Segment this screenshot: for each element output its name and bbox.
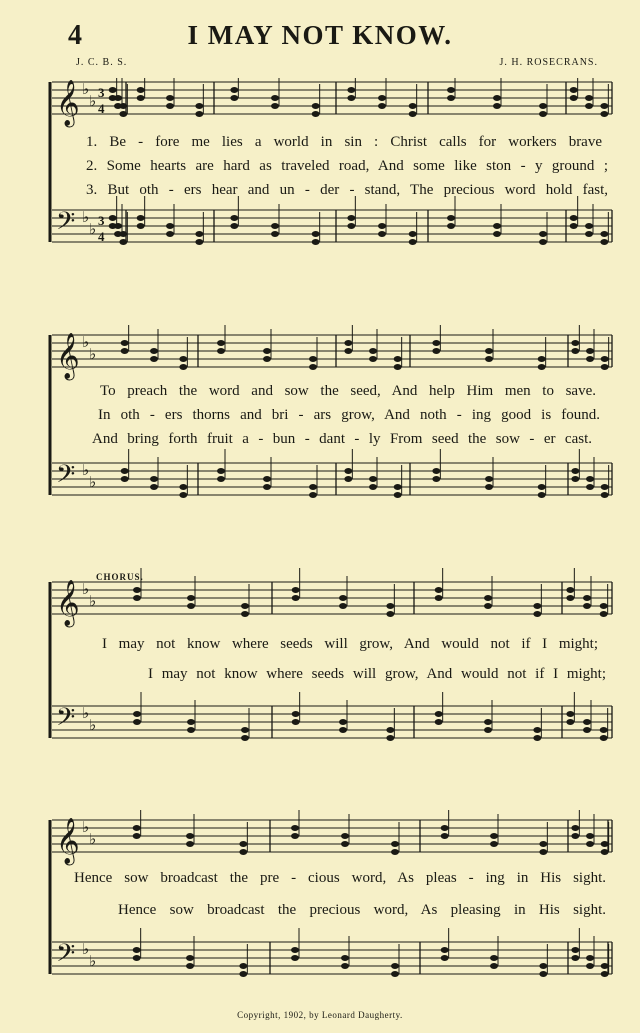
- note-head: [571, 947, 579, 953]
- flat-icon: ♭: [89, 952, 97, 970]
- flat-icon: ♭: [82, 704, 90, 722]
- note-head: [600, 735, 608, 741]
- note-head: [386, 611, 394, 617]
- note-head: [585, 231, 593, 237]
- flat-icon: ♭: [89, 592, 97, 610]
- note-head: [217, 468, 225, 474]
- note-head: [601, 971, 609, 977]
- note-head: [166, 231, 174, 237]
- note-head: [344, 468, 352, 474]
- note-head: [447, 87, 455, 93]
- note-head: [484, 719, 492, 725]
- note-head: [447, 223, 455, 229]
- note-head: [339, 727, 347, 733]
- note-head: [344, 348, 352, 354]
- note-head: [166, 95, 174, 101]
- note-head: [586, 348, 594, 354]
- note-head: [114, 95, 122, 101]
- note-head: [447, 215, 455, 221]
- note-head: [571, 825, 579, 831]
- note-head: [566, 711, 574, 717]
- note-head: [187, 595, 195, 601]
- note-head: [369, 476, 377, 482]
- note-head: [369, 356, 377, 362]
- note-head: [291, 825, 299, 831]
- note-head: [239, 841, 247, 847]
- note-head: [386, 727, 394, 733]
- note-head: [133, 833, 141, 839]
- time-signature-top: 3: [98, 85, 105, 100]
- note-head: [241, 735, 249, 741]
- note-head: [230, 215, 238, 221]
- treble-clef-icon: 𝄞: [56, 580, 80, 626]
- note-head: [186, 955, 194, 961]
- note-head: [341, 963, 349, 969]
- note-head: [571, 468, 579, 474]
- note-head: [347, 87, 355, 93]
- note-head: [533, 727, 541, 733]
- note-head: [344, 340, 352, 346]
- note-head: [566, 719, 574, 725]
- note-head: [432, 348, 440, 354]
- note-head: [600, 103, 608, 109]
- note-head: [447, 95, 455, 101]
- note-head: [187, 719, 195, 725]
- note-head: [485, 348, 493, 354]
- note-head: [485, 484, 493, 490]
- note-head: [585, 95, 593, 101]
- treble-clef-icon: 𝄞: [56, 333, 80, 379]
- note-head: [119, 111, 127, 117]
- note-head: [179, 492, 187, 498]
- note-head: [378, 95, 386, 101]
- note-head: [378, 223, 386, 229]
- note-head: [109, 215, 117, 221]
- note-head: [239, 971, 247, 977]
- note-head: [570, 215, 578, 221]
- flat-icon: ♭: [82, 818, 90, 836]
- note-head: [571, 476, 579, 482]
- note-head: [179, 364, 187, 370]
- note-head: [570, 223, 578, 229]
- note-head: [119, 103, 127, 109]
- note-head: [133, 825, 141, 831]
- treble-staff: [52, 325, 612, 381]
- note-head: [394, 356, 402, 362]
- note-head: [386, 603, 394, 609]
- lyric-line: Hence sow broadcast the pre - cious word, As pleas - ing in His sight.: [74, 870, 606, 886]
- note-head: [441, 825, 449, 831]
- note-head: [241, 611, 249, 617]
- lyricist-credit: J. C. B. S.: [76, 57, 128, 68]
- note-head: [341, 955, 349, 961]
- note-head: [271, 95, 279, 101]
- note-head: [341, 841, 349, 847]
- note-head: [539, 971, 547, 977]
- note-head: [150, 356, 158, 362]
- flat-icon: ♭: [82, 461, 90, 479]
- note-head: [150, 484, 158, 490]
- note-head: [166, 223, 174, 229]
- note-head: [539, 239, 547, 245]
- note-head: [601, 484, 609, 490]
- note-head: [291, 947, 299, 953]
- note-head: [137, 215, 145, 221]
- note-head: [435, 719, 443, 725]
- note-head: [571, 955, 579, 961]
- note-head: [292, 587, 300, 593]
- music-system-chorus: [0, 568, 640, 758]
- note-head: [187, 603, 195, 609]
- note-head: [585, 223, 593, 229]
- note-head: [263, 476, 271, 482]
- note-head: [391, 963, 399, 969]
- note-head: [179, 356, 187, 362]
- note-head: [493, 223, 501, 229]
- note-head: [441, 947, 449, 953]
- note-head: [309, 484, 317, 490]
- note-head: [186, 963, 194, 969]
- flat-icon: ♭: [89, 345, 97, 363]
- note-head: [137, 87, 145, 93]
- note-head: [583, 595, 591, 601]
- note-head: [441, 833, 449, 839]
- note-head: [271, 103, 279, 109]
- note-head: [600, 111, 608, 117]
- lyric-line: 2. Some hearts are hard as traveled road, And some like ston - y ground ;: [86, 158, 608, 174]
- note-head: [539, 111, 547, 117]
- flat-icon: ♭: [89, 716, 97, 734]
- note-head: [570, 87, 578, 93]
- bass-staff: [52, 196, 612, 245]
- note-head: [586, 356, 594, 362]
- treble-staff: [52, 78, 612, 128]
- note-head: [312, 111, 320, 117]
- note-head: [539, 231, 547, 237]
- note-head: [571, 348, 579, 354]
- note-head: [133, 955, 141, 961]
- note-head: [386, 735, 394, 741]
- note-head: [133, 719, 141, 725]
- note-head: [109, 87, 117, 93]
- note-head: [538, 364, 546, 370]
- note-head: [394, 492, 402, 498]
- note-head: [121, 340, 129, 346]
- note-head: [217, 348, 225, 354]
- note-head: [571, 833, 579, 839]
- note-head: [586, 955, 594, 961]
- note-head: [230, 95, 238, 101]
- note-head: [538, 484, 546, 490]
- note-head: [263, 348, 271, 354]
- bass-clef-icon: 𝄢: [56, 460, 76, 495]
- treble-staff: [52, 810, 612, 866]
- note-head: [137, 95, 145, 101]
- flat-icon: ♭: [82, 80, 90, 98]
- note-head: [533, 735, 541, 741]
- bass-clef-icon: 𝄢: [56, 939, 76, 974]
- note-head: [493, 95, 501, 101]
- lyric-line: In oth - ers thorns and bri - ars grow, And noth - ing good is found.: [98, 407, 600, 423]
- note-head: [378, 103, 386, 109]
- note-head: [339, 603, 347, 609]
- note-head: [600, 603, 608, 609]
- note-head: [271, 231, 279, 237]
- lyric-line: 3. But oth - ers hear and un - der - stand, The precious word hold fast,: [86, 182, 608, 198]
- note-head: [312, 103, 320, 109]
- note-head: [435, 711, 443, 717]
- note-head: [137, 223, 145, 229]
- lyric-line: Hence sow broadcast the precious word, As pleasing in His sight.: [118, 902, 606, 918]
- flat-icon: ♭: [89, 220, 97, 238]
- note-head: [394, 484, 402, 490]
- note-head: [369, 348, 377, 354]
- note-head: [533, 611, 541, 617]
- note-head: [121, 476, 129, 482]
- note-head: [583, 727, 591, 733]
- note-head: [378, 231, 386, 237]
- note-head: [186, 841, 194, 847]
- note-head: [583, 719, 591, 725]
- time-signature-top: 3: [98, 213, 105, 228]
- note-head: [344, 476, 352, 482]
- note-head: [484, 595, 492, 601]
- note-head: [369, 484, 377, 490]
- note-head: [601, 963, 609, 969]
- bass-clef-icon: 𝄢: [56, 703, 76, 738]
- note-head: [186, 833, 194, 839]
- treble-clef-icon: 𝄞: [56, 818, 80, 864]
- note-head: [133, 595, 141, 601]
- note-head: [586, 476, 594, 482]
- lyric-line: And bring forth fruit a - bun - dant - ly From seed the sow - er cast.: [92, 431, 592, 447]
- note-head: [119, 231, 127, 237]
- note-head: [484, 727, 492, 733]
- note-head: [195, 239, 203, 245]
- note-head: [179, 484, 187, 490]
- flat-icon: ♭: [82, 333, 90, 351]
- note-head: [339, 719, 347, 725]
- composer-credit: J. H. ROSECRANS.: [499, 57, 598, 68]
- note-head: [292, 711, 300, 717]
- note-head: [150, 476, 158, 482]
- bass-clef-icon: 𝄢: [56, 207, 76, 242]
- note-head: [150, 348, 158, 354]
- flat-icon: ♭: [89, 473, 97, 491]
- note-head: [309, 364, 317, 370]
- note-head: [484, 603, 492, 609]
- note-head: [391, 971, 399, 977]
- note-head: [312, 239, 320, 245]
- note-head: [241, 727, 249, 733]
- note-head: [493, 231, 501, 237]
- note-head: [432, 476, 440, 482]
- note-head: [490, 833, 498, 839]
- note-head: [493, 103, 501, 109]
- note-head: [391, 849, 399, 855]
- time-signature-bottom: 4: [98, 101, 105, 116]
- note-head: [292, 719, 300, 725]
- note-head: [435, 587, 443, 593]
- note-head: [133, 711, 141, 717]
- note-head: [432, 468, 440, 474]
- note-head: [441, 955, 449, 961]
- note-head: [121, 468, 129, 474]
- note-head: [586, 484, 594, 490]
- note-head: [600, 727, 608, 733]
- note-head: [571, 340, 579, 346]
- note-head: [601, 849, 609, 855]
- note-head: [133, 587, 141, 593]
- note-head: [409, 231, 417, 237]
- music-system-1: [0, 78, 640, 258]
- note-head: [347, 223, 355, 229]
- note-head: [239, 849, 247, 855]
- note-head: [347, 215, 355, 221]
- note-head: [195, 111, 203, 117]
- note-head: [341, 833, 349, 839]
- treble-clef-icon: 𝄞: [56, 80, 80, 126]
- flat-icon: ♭: [89, 92, 97, 110]
- page-number: 4: [68, 20, 82, 51]
- note-head: [309, 356, 317, 362]
- note-head: [601, 841, 609, 847]
- note-head: [485, 356, 493, 362]
- note-head: [339, 595, 347, 601]
- note-head: [600, 231, 608, 237]
- note-head: [566, 595, 574, 601]
- music-system-2: [0, 325, 640, 515]
- note-head: [538, 356, 546, 362]
- note-head: [586, 833, 594, 839]
- note-head: [239, 963, 247, 969]
- note-head: [394, 364, 402, 370]
- flat-icon: ♭: [89, 830, 97, 848]
- note-head: [570, 95, 578, 101]
- note-head: [271, 223, 279, 229]
- note-head: [485, 476, 493, 482]
- note-head: [133, 947, 141, 953]
- note-head: [187, 727, 195, 733]
- note-head: [490, 963, 498, 969]
- bass-staff: [52, 449, 612, 498]
- note-head: [291, 955, 299, 961]
- note-head: [539, 963, 547, 969]
- flat-icon: ♭: [82, 940, 90, 958]
- lyric-line: I may not know where seeds will grow, And would not if I might;: [148, 666, 606, 682]
- note-head: [566, 587, 574, 593]
- treble-staff: [52, 568, 612, 628]
- note-head: [538, 492, 546, 498]
- hymn-title: I MAY NOT KNOW.: [187, 20, 453, 50]
- note-head: [292, 595, 300, 601]
- note-head: [391, 841, 399, 847]
- note-head: [312, 231, 320, 237]
- note-head: [309, 492, 317, 498]
- note-head: [230, 87, 238, 93]
- note-head: [166, 103, 174, 109]
- flat-icon: ♭: [82, 208, 90, 226]
- note-head: [490, 955, 498, 961]
- note-head: [119, 239, 127, 245]
- note-head: [263, 356, 271, 362]
- note-head: [121, 348, 129, 354]
- staff-group: [0, 568, 640, 758]
- bass-staff: [52, 928, 612, 977]
- note-head: [490, 841, 498, 847]
- chorus-label: CHORUS.: [96, 572, 144, 582]
- lyric-line: To preach the word and sow the seed, And help Him men to save.: [100, 383, 596, 399]
- note-head: [601, 492, 609, 498]
- note-head: [195, 231, 203, 237]
- note-head: [539, 849, 547, 855]
- note-head: [409, 103, 417, 109]
- time-signature-bottom: 4: [98, 229, 105, 244]
- note-head: [432, 340, 440, 346]
- note-head: [263, 484, 271, 490]
- note-head: [409, 239, 417, 245]
- note-head: [533, 603, 541, 609]
- note-head: [217, 476, 225, 482]
- note-head: [241, 603, 249, 609]
- note-head: [586, 963, 594, 969]
- note-head: [601, 364, 609, 370]
- note-head: [601, 356, 609, 362]
- note-head: [230, 223, 238, 229]
- note-head: [600, 239, 608, 245]
- note-head: [435, 595, 443, 601]
- note-head: [347, 95, 355, 101]
- copyright-notice: Copyright, 1902, by Leonard Daugherty.: [237, 1010, 403, 1020]
- note-head: [217, 340, 225, 346]
- note-head: [114, 223, 122, 229]
- music-system-4: [0, 810, 640, 1000]
- note-head: [600, 611, 608, 617]
- note-head: [195, 103, 203, 109]
- flat-icon: ♭: [82, 580, 90, 598]
- note-head: [583, 603, 591, 609]
- note-head: [539, 841, 547, 847]
- bass-staff: [52, 692, 612, 741]
- note-head: [409, 111, 417, 117]
- note-head: [585, 103, 593, 109]
- lyric-line: 1. Be - fore me lies a world in sin : Christ calls for workers brave: [86, 134, 602, 150]
- lyric-line: I may not know where seeds will grow, And would not if I might;: [102, 636, 598, 652]
- note-head: [539, 103, 547, 109]
- note-head: [291, 833, 299, 839]
- note-head: [586, 841, 594, 847]
